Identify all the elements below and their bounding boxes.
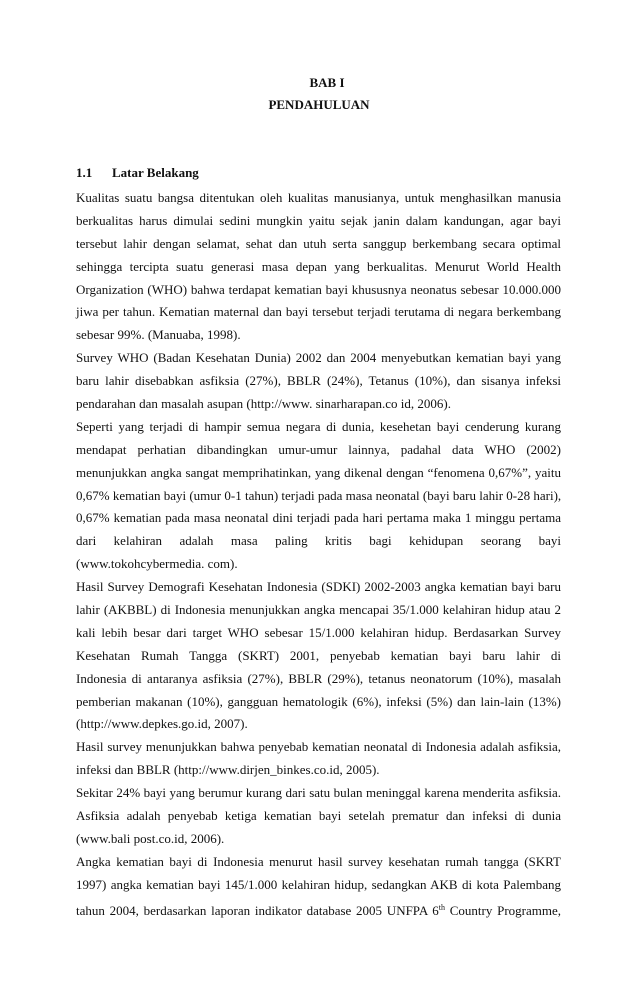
text-line: infeksi dan BBLR (http://www.dirjen_binkes.co.id, 2005). — [76, 762, 380, 778]
text-line: Kesehatan Rumah Tangga (SKRT) 2001, penyebab kematian bayi baru lahir di — [76, 647, 561, 663]
text-line: Hasil survey menunjukkan bahwa penyebab kematian neonatal di Indonesia adalah asfiksia, — [76, 739, 561, 755]
section-heading — [76, 165, 199, 181]
text-line: sehingga tercipta suatu generasi masa depan yang berkualitas. Menurut World Health — [76, 258, 561, 274]
text-line: 0,67% kematian bayi (umur 0-1 tahun) terjadi pada masa neonatal (bayi baru lahir 0-28 hari), — [76, 487, 562, 503]
text-line: mendapat perhatian dibandingkan umur-umur lainnya, padahal data WHO (2002) — [76, 441, 561, 457]
text-line: 1997) angka kematian bayi 145/1.000 kelahiran hidup, sedangkan AKB di kota Palembang — [76, 876, 561, 892]
text-line: Indonesia di antaranya asfiksia (27%), BBLR (29%), tetanus neonatorum (10%), masalah — [76, 670, 561, 686]
text-line: dari kelahiran adalah masa paling kritis bagi kehidupan seorang bayi — [76, 533, 561, 549]
text-line: kali lebih besar dari target WHO sebesar 15/1.000 kelahiran hidup. Berdasarkan Survey — [76, 624, 561, 640]
text-line: berkualitas harus dimulai sedini mungkin yaitu sejak janin dalam kandungan, agar bayi — [76, 212, 561, 228]
text-line-final — [76, 897, 561, 920]
text-line: Asfiksia adalah penyebab ketiga kematian bayi setelah prematur dan infeksi di dunia — [76, 808, 561, 824]
body-text — [76, 187, 561, 920]
text-line: (www.tokohcybermedia. com). — [76, 556, 238, 572]
chapter-number: BAB I — [309, 75, 345, 90]
final-line-after: Country Programme, — [445, 902, 562, 918]
text-line: Organization (WHO) bahwa terdapat kematian bayi khususnya neonatus sebesar 10.000.000 — [76, 281, 561, 297]
text-line: Survey WHO (Badan Kesehatan Dunia) 2002 dan 2004 menyebutkan kematian bayi yang — [76, 350, 561, 366]
text-line: lahir (AKBBL) di Indonesia menunjukkan angka mencapai 35/1.000 kelahiran hidup atau 2 — [76, 602, 561, 618]
text-line: Seperti yang terjadi di hampir semua negara di dunia, kesehetan bayi cenderung kurang — [76, 418, 561, 434]
section-number: 1.1 — [76, 165, 93, 180]
text-line: (http://www.depkes.go.id, 2007). — [76, 716, 248, 732]
final-line-superscript: th — [438, 902, 445, 912]
text-line: Hasil Survey Demografi Kesehatan Indonesia (SDKI) 2002-2003 angka kematian bayi baru — [76, 579, 561, 595]
text-line: baru lahir disebabkan asfiksia (27%), BBLR (24%), Tetanus (10%), dan sisanya infeksi — [76, 373, 561, 389]
text-line: jiwa per tahun. Kematian maternal dan bayi tersebut terjadi terutama di negara berkembang — [76, 304, 561, 320]
chapter-title: PENDAHULUAN — [268, 97, 370, 112]
text-line: Angka kematian bayi di Indonesia menurut hasil survey kesehatan rumah tangga (SKRT — [76, 853, 561, 869]
text-line: pemberian makanan (10%), gangguan hematologik (6%), infeksi (5%) dan lain-lain (13%) — [76, 693, 561, 709]
text-line: Kualitas suatu bangsa ditentukan oleh kualitas manusianya, untuk menghasilkan manusia — [76, 190, 561, 205]
section-title: Latar Belakang — [112, 165, 199, 180]
final-line-before: tahun 2004, berdasarkan laporan indikator database 2005 UNFPA 6 — [76, 902, 439, 918]
text-line: pendarahan dan masalah asupan (http://www. sinarharapan.co id, 2006). — [76, 396, 451, 412]
text-line: Sekitar 24% bayi yang berumur kurang dari satu bulan meninggal karena menderita asfiksia. — [76, 785, 561, 801]
text-line: tersebut lahir dengan selamat, sehat dan utuh serta sanggup berkembang secara optimal — [76, 235, 561, 251]
text-line: sebesar 99%. (Manuaba, 1998). — [76, 327, 241, 343]
text-line: 0,67% kematian pada masa neonatal dini terjadi pada hari pertama maka 1 minggu pertama — [76, 510, 561, 526]
text-line: (www.bali post.co.id, 2006). — [76, 830, 225, 846]
text-line: menunjukkan angka sangat memprihatinkan, yang dikenal dengan “fenomena 0,67%”, yaitu — [76, 464, 561, 480]
